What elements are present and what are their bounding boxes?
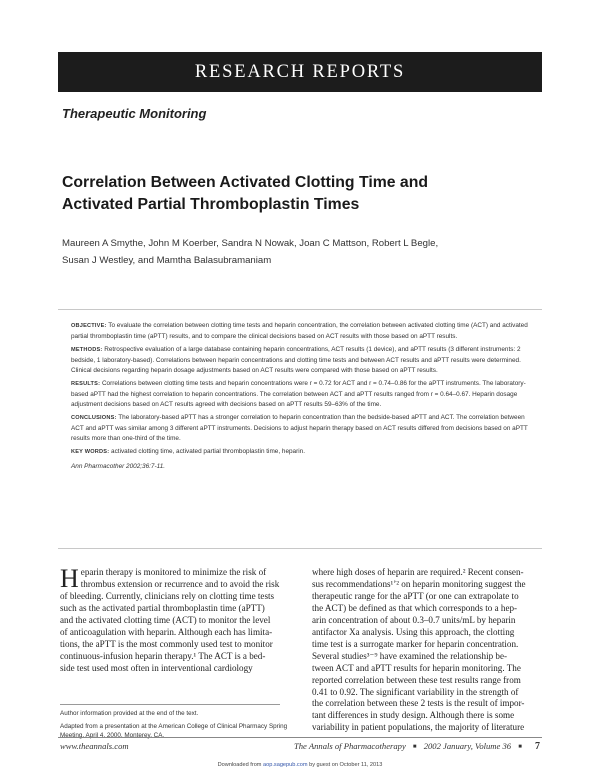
download-link[interactable]: aop.sagepub.com <box>263 762 308 768</box>
body-text-line: the ACT) be defined as that which corresponds to a hep- <box>312 602 518 613</box>
journal-name: The Annals of Pharmacotherapy <box>293 741 406 751</box>
download-notice <box>0 762 600 768</box>
methods-label: METHODS: <box>71 347 103 354</box>
body-text-line: antifactor Xa analysis. Using this approach, the clotting <box>312 626 515 637</box>
body-column-left <box>60 564 280 675</box>
keywords-label: KEY WORDS: <box>71 449 110 456</box>
footer-rule <box>58 737 542 738</box>
results-text: Correlations between clotting time tests and heparin concentrations were r = 0.72 for ACT and r = 0.74–0.86 for the aPTT instruments. The laboratory-based aPTT had the highest correlation to heparin concentrations. The correlation between ACT and aPTT results ranged from r = 0.64–0.67. Heparin dosage adjustment decisions based on ACT results agreed with decisions based on aPTT results 59–63% of the time. <box>71 380 526 408</box>
body-text-line: reported correlation between these test results range from <box>312 674 521 685</box>
download-suffix: by guest on October 11, 2013 <box>309 762 383 768</box>
conclusions-text: The laboratory-based aPTT has a stronger correlation to heparin concentration than the bedside-based aPTT and ACT. The correlation between ACT and aPTT was similar among 3 different aPTT instruments. Decisions to adjust heparin therapy based on ACT results differed from decisions based on aPTT results more than one-third of the time. <box>71 414 528 442</box>
body-text-line: where high doses of heparin are required.² Recent consen- <box>312 567 524 577</box>
abstract-bottom-rule <box>58 548 542 549</box>
body-text-line: tions, the aPTT is the most commonly used test to monitor <box>60 638 273 649</box>
journal-issue: 2002 January, Volume 36 <box>423 741 512 751</box>
conclusions-label: CONCLUSIONS: <box>71 415 117 422</box>
footnote-author-info: Author information provided at the end of the text. <box>60 710 199 717</box>
footnote-presentation: Adapted from a presentation at the American College of Clinical Pharmacy Spring Meeting, April 4, 2000, Monterey, CA. <box>60 723 288 739</box>
abstract <box>71 321 533 476</box>
body-text-line: thrombus extension or recurrence and to avoid the risk <box>80 578 280 589</box>
body-text-line: tween ACT and aPTT results for heparin monitoring. The <box>312 662 521 673</box>
objective-text: To evaluate the correlation between clotting time tests and heparin concentration, the correlation between activated clotting time (ACT) and activated partial thromboplastin time (aPTT) results, and to compare the clinical decisions based on ACT results with those based on aPTT results. <box>71 322 528 340</box>
objective-label: OBJECTIVE: <box>71 323 107 329</box>
body-text-line: such as the activated partial thromboplastin time (aPTT) <box>60 602 265 613</box>
section-heading: Therapeutic Monitoring <box>62 106 207 121</box>
author-line: Susan J Westley, and Mamtha Balasubramaniam <box>62 255 272 266</box>
body-column-right <box>312 567 532 734</box>
body-text-line: side test used most often in interventional cardiology <box>60 662 253 673</box>
drop-cap: H <box>60 564 79 593</box>
abstract-objective <box>71 321 533 341</box>
abstract-top-rule <box>58 309 542 310</box>
footer-right <box>294 741 540 752</box>
body-text-line: variability in patient populations, the majority of literature <box>312 722 525 733</box>
body-text-line: 0.41 to 0.92. The significant variability in the strength of <box>312 686 519 697</box>
separator-icon: ■ <box>518 744 522 750</box>
keywords-text: activated clotting time, activated partial thromboplastin time, heparin. <box>111 448 305 456</box>
body-text-line: of anticoagulation with heparin. Although each has limita- <box>60 626 273 637</box>
body-text-line: eparin therapy is monitored to minimize the risk of <box>80 567 267 577</box>
citation: Ann Pharmacother 2002;36:7-11. <box>71 463 166 471</box>
body-text-line: and the activated clotting time (ACT) to monitor the level <box>60 614 271 625</box>
body-text-line: Several studies³⁻⁹ have examined the relationship be- <box>312 650 508 661</box>
article-title <box>62 172 532 216</box>
body-text-line: the correlation between these 2 tests is the result of impor- <box>312 698 525 709</box>
footnote-rule <box>60 704 280 705</box>
journal-website[interactable]: www.theannals.com <box>60 741 129 751</box>
title-line: Correlation Between Activated Clotting Time and <box>62 174 429 191</box>
abstract-keywords <box>71 447 533 458</box>
methods-text: Retrospective evaluation of a large database containing heparin concentrations, ACT results (1 device), and aPTT results (3 different instruments: 2 bedside, 1 laboratory-based). Correlations between heparin concentrations and clotting time tests and between ACT results and aPTT results were determined. Clinical decisions regarding heparin dosage adjustments based on ACT results were compared with those based on aPTT results. <box>71 346 521 374</box>
separator-icon: ■ <box>412 744 417 750</box>
body-text-line: of bleeding. Currently, clinicians rely on clotting time tests <box>60 590 275 601</box>
body-text-line: therapeutic range for the aPTT (or one can extrapolate to <box>312 590 519 601</box>
banner-text: RESEARCH REPORTS <box>194 61 406 82</box>
abstract-results <box>71 379 533 409</box>
results-label: RESULTS: <box>71 381 101 388</box>
body-text-line: continuous-infusion heparin therapy.¹ The ACT is a bed- <box>60 650 266 661</box>
author-list <box>62 235 542 269</box>
footnotes <box>60 709 290 744</box>
abstract-conclusions <box>71 413 533 443</box>
download-prefix: Downloaded from <box>217 762 262 768</box>
section-banner <box>58 52 542 92</box>
page-number: 7 <box>535 741 540 752</box>
body-text-line: time test is a surrogate marker for heparin concentration. <box>312 638 519 649</box>
title-line: Activated Partial Thromboplastin Times <box>62 196 360 213</box>
body-text-line: tant differences in study design. Although there is some <box>312 710 515 721</box>
abstract-methods <box>71 345 533 375</box>
body-text-line: arin concentration of about 0.3–0.7 units/mL by heparin <box>312 614 516 625</box>
author-line: Maureen A Smythe, John M Koerber, Sandra N Nowak, Joan C Mattson, Robert L Begle, <box>62 238 439 249</box>
body-text-line: sus recommendations¹ʼ² on heparin monitoring suggest the <box>312 578 526 589</box>
